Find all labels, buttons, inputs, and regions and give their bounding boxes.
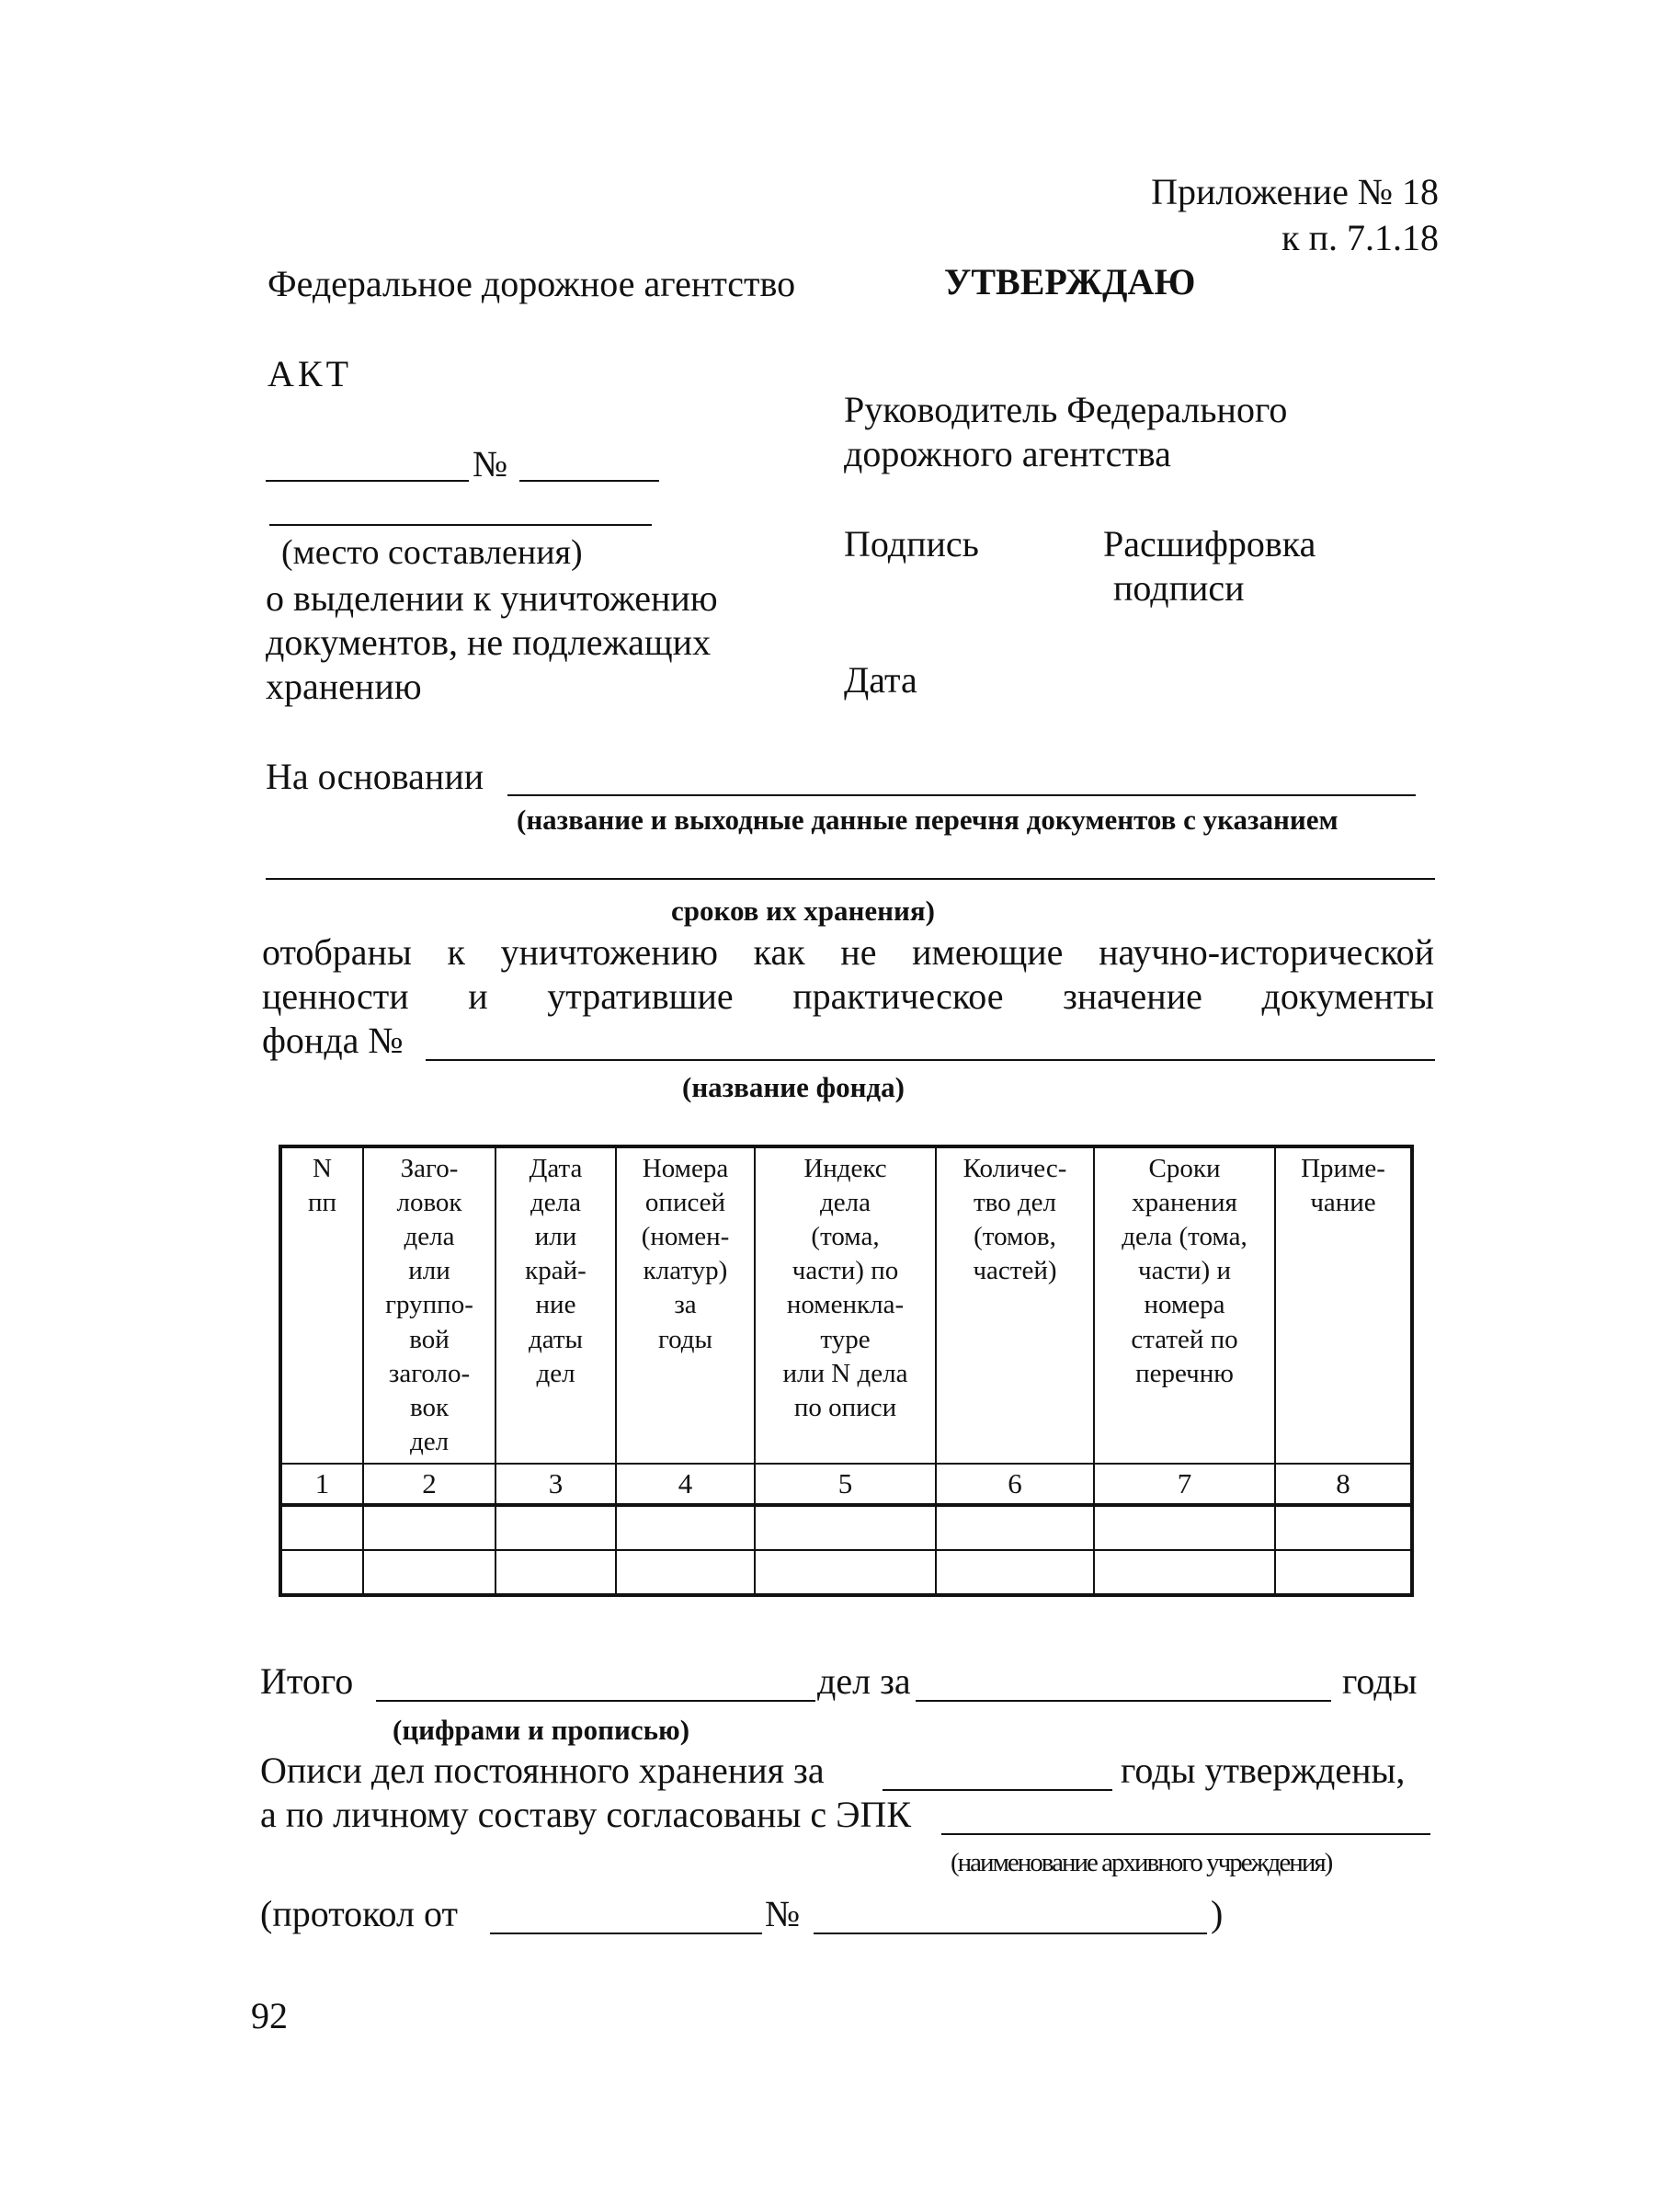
approve-stamp: УТВЕРЖДАЮ — [944, 261, 1196, 302]
fund-caption: (название фонда) — [682, 1071, 905, 1103]
column-number-cell: 1 — [280, 1464, 363, 1505]
basis-caption-line2: сроков их хранения) — [671, 895, 935, 927]
total-years: годы — [1342, 1660, 1418, 1702]
protocol-date-blank — [490, 1933, 762, 1934]
table-cell — [1275, 1505, 1412, 1550]
column-number-cell: 8 — [1275, 1464, 1412, 1505]
place-caption: (место составления) — [281, 533, 583, 572]
total-years-blank — [916, 1700, 1331, 1702]
table-cell — [1275, 1550, 1412, 1595]
table-number-row — [280, 1464, 1412, 1505]
column-number-cell: 5 — [755, 1464, 936, 1505]
table-cell — [280, 1505, 363, 1550]
header-cell-number: N пп — [280, 1146, 363, 1464]
protocol-close: ) — [1211, 1893, 1224, 1934]
signature-decoding-line2: подписи — [1113, 567, 1245, 609]
table-cell — [363, 1550, 495, 1595]
act-date-blank — [266, 480, 469, 482]
column-number-cell: 4 — [616, 1464, 755, 1505]
protocol-label: (протокол от — [260, 1893, 458, 1934]
epk-blank — [941, 1833, 1430, 1835]
table-cell — [1094, 1550, 1275, 1595]
table-cell — [936, 1505, 1094, 1550]
total-cases-for: дел за — [817, 1660, 911, 1702]
head-title-line1: Руководитель Федерального — [844, 389, 1288, 430]
column-number-cell: 2 — [363, 1464, 495, 1505]
selected-text-line2: ценности и утратившие практическое значение документы — [262, 975, 1434, 1017]
total-caption: (цифрами и прописью) — [393, 1714, 690, 1746]
inventory-years-blank — [883, 1789, 1112, 1791]
column-number-cell: 7 — [1094, 1464, 1275, 1505]
inventory-line1-part2: годы утверждены, — [1121, 1750, 1406, 1791]
basis-label: На основании — [266, 756, 484, 797]
head-title-line2: дорожного агентства — [844, 433, 1171, 474]
table-row — [280, 1505, 1412, 1550]
page-number: 92 — [251, 1995, 288, 2036]
appendix-reference: к п. 7.1.18 — [1281, 217, 1439, 258]
signature-label: Подпись — [844, 523, 979, 564]
act-title: АКТ — [268, 353, 352, 394]
table-cell — [495, 1550, 616, 1595]
table-cell — [495, 1505, 616, 1550]
fund-label: фонда № — [262, 1020, 404, 1061]
table-cell — [936, 1550, 1094, 1595]
inventory-line2: а по личному составу согласованы с ЭПК — [260, 1794, 912, 1835]
table-cell — [755, 1550, 936, 1595]
selected-text-line1: отобраны к уничтожению как не имеющие научно-исторической — [262, 931, 1434, 973]
fund-blank — [426, 1059, 1435, 1061]
table-row — [280, 1550, 1412, 1595]
inventory-line1-part1: Описи дел постоянного хранения за — [260, 1750, 825, 1791]
table-cell — [280, 1550, 363, 1595]
archive-caption: (наименование архивного учреждения) — [951, 1848, 1332, 1877]
total-count-blank — [376, 1700, 815, 1702]
table-cell — [1094, 1505, 1275, 1550]
header-cell-case-count: Количес- тво дел (томов, частей) — [936, 1146, 1094, 1464]
header-cell-retention: Сроки хранения дела (тома, части) и номера статей по перечню — [1094, 1146, 1275, 1464]
place-blank — [269, 524, 652, 526]
header-cell-case-index: Индекс дела (тома, части) по номенкла- туре или N дела по описи — [755, 1146, 936, 1464]
basis-blank — [507, 794, 1416, 796]
header-cell-inventory-numbers: Номера описей (номен- клатур) за годы — [616, 1146, 755, 1464]
table-cell — [616, 1505, 755, 1550]
basis-caption-line1: (название и выходные данные перечня документов с указанием — [517, 804, 1338, 836]
header-cell-case-date: Дата дела или край- ние даты дел — [495, 1146, 616, 1464]
basis-blank-2 — [266, 878, 1435, 880]
appendix-title: Приложение № 18 — [1151, 171, 1439, 212]
act-number-sign: № — [473, 443, 508, 485]
table-cell — [616, 1550, 755, 1595]
column-number-cell: 3 — [495, 1464, 616, 1505]
agency-name: Федеральное дорожное агентство — [268, 263, 796, 304]
protocol-number-sign: № — [765, 1893, 801, 1934]
table-cell — [363, 1505, 495, 1550]
act-number-blank — [519, 480, 659, 482]
approval-date-label: Дата — [844, 659, 917, 701]
table-cell — [755, 1505, 936, 1550]
act-subject-line2: документов, не подлежащих — [266, 621, 712, 663]
signature-decoding-line1: Расшифровка — [1103, 523, 1316, 564]
column-number-cell: 6 — [936, 1464, 1094, 1505]
act-subject-line1: о выделении к уничтожению — [266, 577, 718, 619]
total-label: Итого — [260, 1660, 354, 1702]
protocol-number-blank — [814, 1933, 1207, 1934]
act-subject-line3: хранению — [266, 666, 422, 707]
act-documents-table — [279, 1145, 1414, 1597]
header-cell-case-title: Заго- ловок дела или группо- вой заголо- вок дел — [363, 1146, 495, 1464]
header-cell-note: Приме- чание — [1275, 1146, 1412, 1464]
table-header-row — [280, 1146, 1412, 1464]
